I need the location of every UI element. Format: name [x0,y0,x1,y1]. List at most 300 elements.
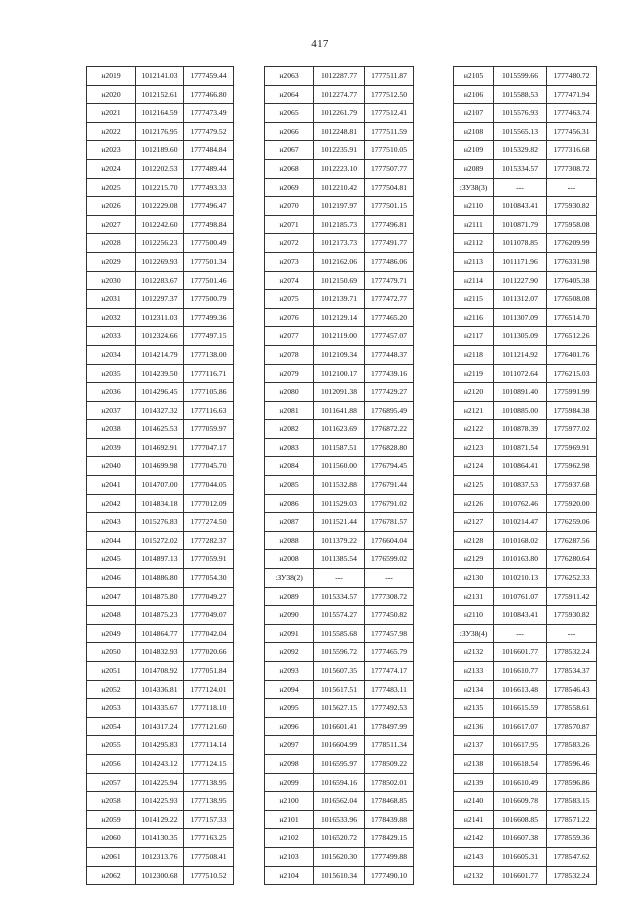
y-coordinate-cell: 1776599.02 [365,550,414,569]
point-id-cell: н2021 [87,104,136,123]
y-coordinate-cell: 1777124.15 [184,754,234,773]
x-coordinate-cell: 1010761.07 [494,587,547,606]
y-coordinate-cell: 1777501.46 [184,271,234,290]
x-coordinate-cell: 1014864.77 [136,624,184,643]
y-coordinate-cell: 1777020.66 [184,643,234,662]
y-coordinate-cell: 1778511.34 [365,736,414,755]
x-coordinate-cell: 1011587.51 [314,438,365,457]
point-id-cell: н2053 [87,699,136,718]
y-coordinate-cell: 1777105.86 [184,383,234,402]
x-coordinate-cell: 1010762.46 [494,494,547,513]
table-row [454,829,597,848]
table-row [454,178,597,197]
point-id-cell: н2030 [87,271,136,290]
y-coordinate-cell: 1775937.68 [547,476,597,495]
table-row [87,476,234,495]
x-coordinate-cell: 1012189.60 [136,141,184,160]
x-coordinate-cell: 1012215.70 [136,178,184,197]
point-id-cell: н2056 [87,754,136,773]
y-coordinate-cell: 1778571.22 [547,810,597,829]
y-coordinate-cell: 1777316.68 [547,141,597,160]
table-row [265,420,414,439]
y-coordinate-cell: 1776401.76 [547,345,597,364]
point-id-cell: н2045 [87,550,136,569]
y-coordinate-cell: 1776287.56 [547,531,597,550]
point-id-cell: :ЗУ38(2) [265,569,314,588]
y-coordinate-cell: 1777491.77 [365,234,414,253]
page-number: 417 [311,38,329,50]
coordinates-table-right [453,66,597,885]
x-coordinate-cell: --- [494,624,547,643]
x-coordinate-cell: 1012091.38 [314,383,365,402]
x-coordinate-cell: 1016605.31 [494,847,547,866]
point-id-cell: н2044 [87,531,136,550]
x-coordinate-cell: 1014225.93 [136,792,184,811]
x-coordinate-cell: 1012197.97 [314,197,365,216]
table-row [87,513,234,532]
table-row [265,383,414,402]
y-coordinate-cell: 1777116.71 [184,364,234,383]
y-coordinate-cell: 1777498.84 [184,215,234,234]
y-coordinate-cell: 1776895.49 [365,401,414,420]
table-row [454,643,597,662]
point-id-cell: н2132 [454,643,494,662]
x-coordinate-cell: --- [314,569,365,588]
table-row [454,513,597,532]
point-id-cell: н2085 [265,476,314,495]
point-id-cell: н2067 [265,141,314,160]
table-row [87,457,234,476]
point-id-cell: н2109 [454,141,494,160]
table-row [87,550,234,569]
table-row [87,736,234,755]
y-coordinate-cell: 1775977.02 [547,420,597,439]
point-id-cell: н2099 [265,773,314,792]
y-coordinate-cell: 1777118.10 [184,699,234,718]
y-coordinate-cell: --- [365,569,414,588]
point-id-cell: н2026 [87,197,136,216]
x-coordinate-cell: 1010843.41 [494,606,547,625]
table-row [265,178,414,197]
table-row [87,159,234,178]
table-row [454,810,597,829]
x-coordinate-cell: 1010878.39 [494,420,547,439]
y-coordinate-cell: 1777492.53 [365,699,414,718]
y-coordinate-cell: 1776828.80 [365,438,414,457]
y-coordinate-cell: 1777012.09 [184,494,234,513]
y-coordinate-cell: 1777308.72 [365,587,414,606]
point-id-cell: н2126 [454,494,494,513]
x-coordinate-cell: 1014335.67 [136,699,184,718]
x-coordinate-cell: 1012129.14 [314,308,365,327]
point-id-cell: н2096 [265,717,314,736]
x-coordinate-cell: 1012229.08 [136,197,184,216]
y-coordinate-cell: 1777500.49 [184,234,234,253]
table-row [87,420,234,439]
point-id-cell: н2071 [265,215,314,234]
x-coordinate-cell: 1016610.77 [494,662,547,681]
table-row [454,290,597,309]
y-coordinate-cell: 1777465.20 [365,308,414,327]
y-coordinate-cell: 1777157.33 [184,810,234,829]
table-row [87,215,234,234]
table-row [454,159,597,178]
point-id-cell: н2063 [265,67,314,86]
x-coordinate-cell: 1014327.32 [136,401,184,420]
table-row [87,494,234,513]
table-row [265,252,414,271]
y-coordinate-cell: 1777507.77 [365,159,414,178]
table-row [265,736,414,755]
table-row [87,67,234,86]
table-row [87,401,234,420]
x-coordinate-cell: 1015617.51 [314,680,365,699]
x-coordinate-cell: 1012287.77 [314,67,365,86]
y-coordinate-cell: 1777121.60 [184,717,234,736]
point-id-cell: н2082 [265,420,314,439]
y-coordinate-cell: 1777450.82 [365,606,414,625]
x-coordinate-cell: 1011312.07 [494,290,547,309]
point-id-cell: н2122 [454,420,494,439]
table-row [454,308,597,327]
y-coordinate-cell: 1777044.05 [184,476,234,495]
point-id-cell: н2068 [265,159,314,178]
y-coordinate-cell: 1778509.22 [365,754,414,773]
table-row [265,494,414,513]
x-coordinate-cell: 1011623.69 [314,420,365,439]
x-coordinate-cell: 1012313.76 [136,847,184,866]
x-coordinate-cell: 1011641.88 [314,401,365,420]
x-coordinate-cell: 1010871.54 [494,438,547,457]
y-coordinate-cell: 1777472.77 [365,290,414,309]
point-id-cell: н2132 [454,866,494,885]
x-coordinate-cell: 1012185.73 [314,215,365,234]
point-id-cell: н2106 [454,85,494,104]
y-coordinate-cell: 1777483.11 [365,680,414,699]
point-id-cell: н2128 [454,531,494,550]
y-coordinate-cell: --- [547,178,597,197]
table-row [454,234,597,253]
point-id-cell: н2114 [454,271,494,290]
y-coordinate-cell: 1778570.87 [547,717,597,736]
point-id-cell: н2091 [265,624,314,643]
y-coordinate-cell: 1777486.06 [365,252,414,271]
table-row [265,327,414,346]
x-coordinate-cell: 1012256.23 [136,234,184,253]
x-coordinate-cell: 1014832.93 [136,643,184,662]
y-coordinate-cell: 1777500.79 [184,290,234,309]
point-id-cell: н2116 [454,308,494,327]
x-coordinate-cell: 1014129.22 [136,810,184,829]
x-coordinate-cell: 1012248.81 [314,122,365,141]
x-coordinate-cell: 1010163.80 [494,550,547,569]
point-id-cell: н2008 [265,550,314,569]
point-id-cell: н2058 [87,792,136,811]
x-coordinate-cell: 1010864.41 [494,457,547,476]
x-coordinate-cell: 1016520.72 [314,829,365,848]
x-coordinate-cell: 1015596.72 [314,643,365,662]
point-id-cell: н2074 [265,271,314,290]
point-id-cell: н2110 [454,606,494,625]
x-coordinate-cell: 1012139.71 [314,290,365,309]
table-row [87,327,234,346]
x-coordinate-cell: 1016607.38 [494,829,547,848]
y-coordinate-cell: 1777114.14 [184,736,234,755]
point-id-cell: н2136 [454,717,494,736]
y-coordinate-cell: 1777459.44 [184,67,234,86]
x-coordinate-cell: 1012223.10 [314,159,365,178]
point-id-cell: н2062 [87,866,136,885]
point-id-cell: н2027 [87,215,136,234]
y-coordinate-cell: 1777501.15 [365,197,414,216]
x-coordinate-cell: 1015576.93 [494,104,547,123]
table-row [454,699,597,718]
y-coordinate-cell: 1777489.44 [184,159,234,178]
point-id-cell: н2103 [265,847,314,866]
x-coordinate-cell: 1015276.83 [136,513,184,532]
y-coordinate-cell: 1778558.61 [547,699,597,718]
table-row [454,662,597,681]
y-coordinate-cell: 1777116.63 [184,401,234,420]
point-id-cell: н2117 [454,327,494,346]
table-row [454,624,597,643]
point-id-cell: н2047 [87,587,136,606]
point-id-cell: н2050 [87,643,136,662]
point-id-cell: н2055 [87,736,136,755]
x-coordinate-cell: 1014317.24 [136,717,184,736]
y-coordinate-cell: 1777465.79 [365,643,414,662]
y-coordinate-cell: 1777042.04 [184,624,234,643]
x-coordinate-cell: 1011307.09 [494,308,547,327]
y-coordinate-cell: 1777163.25 [184,829,234,848]
x-coordinate-cell: 1014897.13 [136,550,184,569]
point-id-cell: н2133 [454,662,494,681]
x-coordinate-cell: 1012141.03 [136,67,184,86]
point-id-cell: н2089 [454,159,494,178]
x-coordinate-cell: 1012261.79 [314,104,365,123]
table-row [265,197,414,216]
point-id-cell: н2107 [454,104,494,123]
point-id-cell: н2137 [454,736,494,755]
y-coordinate-cell: 1776215.03 [547,364,597,383]
x-coordinate-cell: 1010871.79 [494,215,547,234]
table-row [265,680,414,699]
y-coordinate-cell: 1777501.34 [184,252,234,271]
x-coordinate-cell: 1014708.92 [136,662,184,681]
coordinates-table-left [86,66,234,885]
y-coordinate-cell: 1776872.22 [365,420,414,439]
point-id-cell: н2040 [87,457,136,476]
x-coordinate-cell: 1012162.06 [314,252,365,271]
table-row [87,866,234,885]
x-coordinate-cell: 1012242.60 [136,215,184,234]
table-row [87,234,234,253]
x-coordinate-cell: 1011072.64 [494,364,547,383]
y-coordinate-cell: 1777282.37 [184,531,234,550]
y-coordinate-cell: 1775984.38 [547,401,597,420]
y-coordinate-cell: 1775991.99 [547,383,597,402]
table-row [87,792,234,811]
x-coordinate-cell: 1016610.49 [494,773,547,792]
y-coordinate-cell: 1775969.91 [547,438,597,457]
y-coordinate-cell: 1778546.43 [547,680,597,699]
point-id-cell: н2065 [265,104,314,123]
x-coordinate-cell: 1010885.00 [494,401,547,420]
x-coordinate-cell: 1012297.37 [136,290,184,309]
table-row [265,122,414,141]
point-id-cell: н2139 [454,773,494,792]
table-row [454,67,597,86]
point-id-cell: н2118 [454,345,494,364]
point-id-cell: н2141 [454,810,494,829]
table-row [87,308,234,327]
table-row [87,271,234,290]
table-row [265,159,414,178]
point-id-cell: н2077 [265,327,314,346]
y-coordinate-cell: 1777496.47 [184,197,234,216]
x-coordinate-cell: 1016595.97 [314,754,365,773]
table-row [87,345,234,364]
y-coordinate-cell: 1777457.98 [365,624,414,643]
point-id-cell: н2087 [265,513,314,532]
x-coordinate-cell: 1012311.03 [136,308,184,327]
x-coordinate-cell: 1012300.68 [136,866,184,885]
y-coordinate-cell: 1777480.72 [547,67,597,86]
x-coordinate-cell: 1012173.73 [314,234,365,253]
y-coordinate-cell: 1777054.30 [184,569,234,588]
point-id-cell: н2046 [87,569,136,588]
point-id-cell: н2054 [87,717,136,736]
point-id-cell: н2066 [265,122,314,141]
table-row [265,345,414,364]
point-id-cell: н2094 [265,680,314,699]
y-coordinate-cell: 1776252.33 [547,569,597,588]
point-id-cell: н2108 [454,122,494,141]
point-id-cell: н2031 [87,290,136,309]
table-row [265,85,414,104]
y-coordinate-cell: 1778596.46 [547,754,597,773]
table-row [454,85,597,104]
y-coordinate-cell: 1777490.10 [365,866,414,885]
table-row [265,847,414,866]
y-coordinate-cell: 1775930.82 [547,197,597,216]
y-coordinate-cell: 1777510.52 [184,866,234,885]
y-coordinate-cell: 1778532.24 [547,866,597,885]
point-id-cell: н2029 [87,252,136,271]
point-id-cell: н2069 [265,178,314,197]
y-coordinate-cell: 1775958.08 [547,215,597,234]
x-coordinate-cell: 1011214.92 [494,345,547,364]
x-coordinate-cell: 1015565.13 [494,122,547,141]
x-coordinate-cell: 1015574.27 [314,606,365,625]
y-coordinate-cell: 1777474.17 [365,662,414,681]
point-id-cell: н2057 [87,773,136,792]
point-id-cell: н2131 [454,587,494,606]
x-coordinate-cell: 1010843.41 [494,197,547,216]
table-row [454,754,597,773]
y-coordinate-cell: 1776331.98 [547,252,597,271]
point-id-cell: н2081 [265,401,314,420]
y-coordinate-cell: 1777510.05 [365,141,414,160]
table-row [454,587,597,606]
y-coordinate-cell: 1776280.64 [547,550,597,569]
point-id-cell: :ЗУ38(4) [454,624,494,643]
y-coordinate-cell: 1777456.31 [547,122,597,141]
point-id-cell: н2064 [265,85,314,104]
table-row [265,141,414,160]
point-id-cell: н2125 [454,476,494,495]
x-coordinate-cell: 1014834.18 [136,494,184,513]
x-coordinate-cell: 1015607.35 [314,662,365,681]
y-coordinate-cell: 1777274.50 [184,513,234,532]
table-row [265,67,414,86]
table-row [454,271,597,290]
point-id-cell: н2038 [87,420,136,439]
table-row [454,531,597,550]
x-coordinate-cell: 1015627.15 [314,699,365,718]
y-coordinate-cell: 1777124.01 [184,680,234,699]
y-coordinate-cell: 1776781.57 [365,513,414,532]
table-row [87,754,234,773]
x-coordinate-cell: 1015620.30 [314,847,365,866]
x-coordinate-cell: 1014625.53 [136,420,184,439]
point-id-cell: н2072 [265,234,314,253]
point-id-cell: н2092 [265,643,314,662]
point-id-cell: н2059 [87,810,136,829]
x-coordinate-cell: 1011532.88 [314,476,365,495]
table-row [454,345,597,364]
x-coordinate-cell: 1010214.47 [494,513,547,532]
table-row [265,513,414,532]
table-row [265,810,414,829]
point-id-cell: н2090 [265,606,314,625]
y-coordinate-cell: 1778497.99 [365,717,414,736]
table-row [454,141,597,160]
point-id-cell: н2124 [454,457,494,476]
x-coordinate-cell: 1012324.66 [136,327,184,346]
table-row [454,197,597,216]
y-coordinate-cell: 1778439.88 [365,810,414,829]
table-row [454,327,597,346]
point-id-cell: н2034 [87,345,136,364]
x-coordinate-cell: 1011379.22 [314,531,365,550]
y-coordinate-cell: 1777138.95 [184,773,234,792]
table-row [265,606,414,625]
table-row [454,494,597,513]
x-coordinate-cell: 1015329.82 [494,141,547,160]
y-coordinate-cell: 1777473.49 [184,104,234,123]
x-coordinate-cell: 1012150.69 [314,271,365,290]
x-coordinate-cell: 1016617.95 [494,736,547,755]
x-coordinate-cell: 1016601.77 [494,643,547,662]
table-row [265,717,414,736]
point-id-cell: н2078 [265,345,314,364]
y-coordinate-cell: 1776514.70 [547,308,597,327]
y-coordinate-cell: 1777508.41 [184,847,234,866]
table-row [454,773,597,792]
x-coordinate-cell: 1016608.85 [494,810,547,829]
y-coordinate-cell: 1777439.16 [365,364,414,383]
point-id-cell: н2088 [265,531,314,550]
x-coordinate-cell: 1014225.94 [136,773,184,792]
table-row [454,457,597,476]
x-coordinate-cell: 1011305.09 [494,327,547,346]
y-coordinate-cell: 1776508.08 [547,290,597,309]
y-coordinate-cell: 1778559.36 [547,829,597,848]
y-coordinate-cell: 1778534.37 [547,662,597,681]
point-id-cell: н2049 [87,624,136,643]
x-coordinate-cell: 1011227.90 [494,271,547,290]
